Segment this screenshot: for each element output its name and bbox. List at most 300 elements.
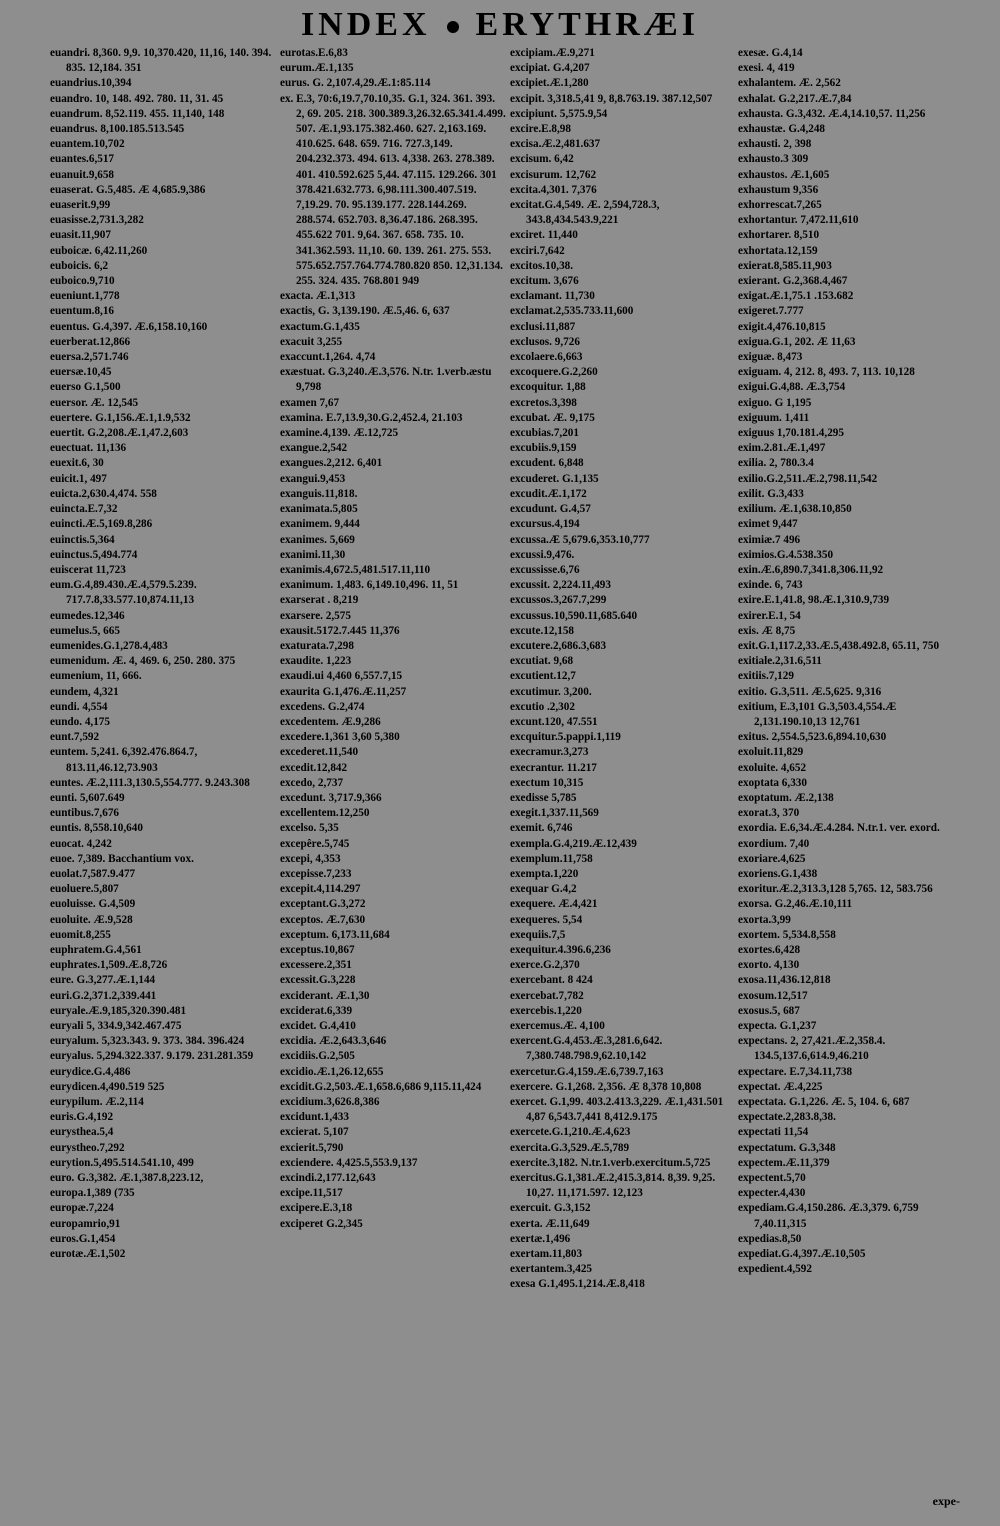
index-entry: exercere. G.1,268. 2,356. Æ 8,378 10,808 [510, 1080, 702, 1093]
index-entry: exierat.8,585.11,903 [738, 259, 832, 272]
index-entry: excipere.E.3,18 [280, 1202, 353, 1215]
index-entry: excipiunt. 5,575.9,54 [510, 107, 608, 120]
index-entry: excisa.Æ.2,481.637 [510, 138, 601, 151]
index-entry: excedit.12,842 [280, 761, 348, 774]
index-entry: exanguis.11,818. [280, 487, 358, 500]
index-entry: excquitur.5.pappi.1,119 [510, 731, 621, 744]
index-entry: expectans. 2, 27,421.Æ.2,358.4. 134.5,137.6,614.9,46.210 [738, 1035, 886, 1063]
index-entry: exercet. G.1,99. 403.2.413.3,229. Æ.1,431.501 4,87 6,543.7,441 8,412.9.175 [510, 1096, 724, 1124]
index-entry: exhausta. G.3,432. Æ.4,14.10,57. 11,256 [738, 107, 926, 120]
index-entry: euentus. G.4,397. Æ.6,158.10,160 [50, 320, 208, 333]
index-entry: eurypilum. Æ.2,114 [50, 1096, 144, 1109]
index-entry: excussisse.6,76 [510, 563, 580, 576]
index-entry: exoptata 6,330 [738, 776, 807, 789]
index-entry: euentum.8,16 [50, 305, 115, 318]
index-entry: expedient.4,592 [738, 1263, 812, 1276]
index-entry: examen 7,67 [280, 396, 340, 409]
index-entry: eurysthea.5,4 [50, 1126, 114, 1139]
index-entry: excussi.9,476. [510, 548, 575, 561]
index-entry: exanimis.4,672.5,481.517.11,110 [280, 563, 431, 576]
index-entry: euryalus. 5,294.322.337. 9.179. 231.281.359 [50, 1050, 254, 1063]
index-entry: excudunt. G.4,57 [510, 503, 591, 516]
index-entry: excutimur. 3,200. [510, 685, 592, 698]
index-entry: exacuit 3,255 [280, 335, 343, 348]
index-entry: eurus. G. 2,107.4,29.Æ.1:85.114 [280, 77, 431, 90]
index-entry: excunt.120, 47.551 [510, 715, 598, 728]
index-entry: exactum.G.1,435 [280, 320, 360, 333]
index-entry: exosum.12,517 [738, 989, 808, 1002]
index-entry: excudent. 6,848 [510, 457, 584, 470]
index-entry: excellentem.12,250 [280, 807, 370, 820]
index-entry: exiguam. 4, 212. 8, 493. 7, 113. 10,128 [738, 366, 915, 379]
index-entry: exertam.11,803 [510, 1248, 583, 1261]
index-entry: eumedes.12,346 [50, 609, 125, 622]
index-entry: eurotæ.Æ.1,502 [50, 1248, 126, 1261]
index-entry: exercete.G.1,210.Æ.4,623 [510, 1126, 631, 1139]
index-entry: excidet. G.4,410 [280, 1020, 356, 1032]
index-entry: europamrio,91 [50, 1217, 121, 1230]
index-entry: euros.G.1,454 [50, 1232, 116, 1245]
index-column-4 [738, 46, 964, 1277]
index-entry: exigeret.7.777 [738, 305, 804, 318]
index-entry: eumenides.G.1,278.4,483 [50, 639, 168, 652]
index-entry: exercitus.G.1,381.Æ.2,415.3,814. 8,39. 9,25. 10,27. 11,171.597. 12,123 [510, 1172, 716, 1200]
index-entry: excipiet.Æ.1,280 [510, 77, 589, 90]
index-entry: euerberat.12,866 [50, 335, 131, 348]
index-entry: exitio. G.3,511. Æ.5,625. 9,316 [738, 685, 882, 698]
index-entry: expecter.4,430 [738, 1187, 806, 1200]
index-entry: excoquere.G.2,260 [510, 366, 598, 379]
index-entry: eunt.7,592 [50, 731, 100, 744]
index-entry: eum.G.4,89.430.Æ.4,579.5.239. 717.7.8,33.577.10,874.11,13 [50, 579, 197, 607]
index-entry: euntibus.7,676 [50, 807, 120, 820]
index-entry: execrantur. 11.217 [510, 761, 597, 774]
index-entry: exhorrescat.7,265 [738, 199, 822, 212]
index-entry: excelso. 5,35 [280, 822, 339, 835]
index-entry: exhaustum 9,356 [738, 183, 819, 196]
catchword: expe- [932, 1494, 960, 1508]
index-entry: excutio .2,302 [510, 700, 575, 713]
index-entry: exertæ.1,496 [510, 1232, 571, 1245]
index-entry: euro. G.3,382. Æ.1,387.8,223.12, [50, 1172, 204, 1185]
index-entry: euasisse.2,731.3,282 [50, 214, 144, 227]
index-entry: euersæ.10,45 [50, 366, 112, 379]
index-entry: exoriens.G.1,438 [738, 867, 818, 880]
index-entry: exiguæ. 8,473 [738, 351, 803, 364]
index-entry: exarserat . 8,219 [280, 594, 359, 607]
index-entry: exciendere. 4,425.5,553.9,137 [280, 1156, 418, 1169]
index-entry: exaturata.7,298 [280, 639, 354, 652]
index-entry: expediam.G.4,150.286. Æ.3,379. 6,759 7,40.11,315 [738, 1202, 919, 1230]
index-entry: euantem.10,702 [50, 138, 125, 151]
index-entry: excidia. Æ.2,643.3,646 [280, 1035, 387, 1048]
index-entry: euantes.6,517 [50, 153, 115, 166]
index-entry: excedo, 2,737 [280, 776, 344, 789]
index-entry: exciri.7,642 [510, 244, 565, 257]
index-entry: excussa.Æ 5,679.6,353.10,777 [510, 533, 650, 546]
index-entry: exanimem. 9,444 [280, 518, 360, 531]
index-entry: exceptus.10,867 [280, 943, 355, 956]
index-entry: euolat.7,587.9.477 [50, 867, 136, 880]
index-entry: exesæ. G.4,14 [738, 47, 803, 59]
index-entry: exceptos. Æ.7,630 [280, 913, 366, 926]
index-entry: eximios.G.4.538.350 [738, 548, 834, 561]
index-entry: euoluite. Æ.9,528 [50, 913, 133, 926]
index-entry: excitat.G.4,549. Æ. 2,594,728.3, 343.8,434.543.9,221 [510, 199, 660, 227]
index-column-1 [50, 46, 276, 1262]
index-entry: euertere. G.1,156.Æ.1,1.9,532 [50, 411, 191, 424]
index-entry: exciderant. Æ.1,30 [280, 989, 370, 1002]
index-entry: eurotas.E.6,83 [280, 47, 348, 59]
index-entry: excretos.3,398 [510, 396, 577, 409]
index-entry: excursus.4,194 [510, 518, 580, 531]
index-entry: excisum. 6,42 [510, 153, 574, 166]
index-entry: eumelus.5, 665 [50, 624, 120, 637]
index-entry: exactis, G. 3,139.190. Æ.5,46. 6, 637 [280, 305, 450, 318]
index-entry: exequere. Æ.4,421 [510, 898, 598, 911]
index-entry: euanuit.9,658 [50, 168, 115, 181]
index-entry: euaserat. G.5,485. Æ 4,685.9,386 [50, 183, 206, 196]
index-entry: exanimi.11,30 [280, 548, 346, 561]
index-entry: excipe.11,517 [280, 1187, 343, 1200]
index-entry: euris.G.4,192 [50, 1111, 114, 1124]
index-entry: exesa G.1,495.1,214.Æ.8,418 [510, 1278, 645, 1291]
index-entry: euertit. G.2,208.Æ.1,47.2,603 [50, 427, 189, 440]
index-entry: exorat.3, 370 [738, 807, 800, 820]
index-entry: excidium.3,626.8,386 [280, 1096, 380, 1109]
index-entry: excire.E.8,98 [510, 123, 571, 136]
index-entry: exorto. 4,130 [738, 959, 800, 972]
index-entry: exclamant. 11,730 [510, 290, 595, 303]
index-entry: euoluisse. G.4,509 [50, 898, 136, 911]
index-entry: euntem. 5,241. 6,392.476.864.7, 813.11,46.12,73.903 [50, 746, 198, 774]
index-entry: exausit.5172.7.445 11,376 [280, 624, 400, 637]
index-entry: euandro. 10, 148. 492. 780. 11, 31. 45 [50, 92, 224, 105]
index-entry: excoquitur. 1,88 [510, 381, 586, 394]
index-entry: exercebat.7,782 [510, 989, 584, 1002]
index-entry: exiguo. G 1,195 [738, 396, 812, 409]
index-entry: exempla.G.4,219.Æ.12,439 [510, 837, 637, 850]
index-entry: exemit. 6,746 [510, 822, 573, 835]
index-entry: eurum.Æ.1,135 [280, 62, 354, 75]
index-entry: excidunt.1,433 [280, 1111, 349, 1124]
index-entry: eurydice.G.4,486 [50, 1065, 131, 1078]
index-entry: excutiat. 9,68 [510, 655, 574, 668]
index-entry: execramur.3,273 [510, 746, 589, 759]
index-entry: exaudite. 1,223 [280, 655, 352, 668]
index-entry: euiscerat 11,723 [50, 563, 126, 576]
index-entry: exitium, E.3,101 G.3,503.4,554.Æ 2,131.190.10,13 12,761 [738, 700, 897, 728]
index-entry: euomit.8,255 [50, 928, 111, 941]
index-entry: exaudi.ui 4,460 6,557.7,15 [280, 670, 403, 683]
index-entry: exhausto.3 309 [738, 153, 809, 166]
index-entry: exitus. 2,554.5,523.6,894.10,630 [738, 731, 887, 744]
index-entry: ex. E.3, 70:6,19.7,70.10,35. G.1, 324. 361. 393. 2, 69. 205. 218. 300.389.3,26.32.65.341.4.499. 507. Æ.1,93.175.382.460. 627. 2,163.169. 410.625. 648. 659. 716. 727.3,149. 204.232.373. 494. 613. 4,338. 263. 278.389. 401. 410.592.625 5,44. 47.115. 129.266. 301 378.421.632.773. 6,98.111.300.407.519. 7,19.29. 70. 95.139.177. 228.144.269. 288.574. 652.703. 8,36.47.186. 268.395. 455.622 701. 9,64. 367. 658. 735. 10. 341.362.593. 11,10. 60. 139. 261. 275. 553. 575.652.757.764.774.780.820 850. 12,31.134. 255. 324. 435. 768.801 949 [280, 92, 506, 288]
index-entry: exerta. Æ.11,649 [510, 1217, 590, 1230]
index-entry: exclusos. 9,726 [510, 335, 580, 348]
index-entry: euerso G.1,500 [50, 381, 121, 394]
index-entry: exilio.G.2,511.Æ.2,798.11,542 [738, 472, 878, 485]
index-entry: exegit.1,337.11,569 [510, 807, 599, 820]
index-entry: excipiat. G.4,207 [510, 62, 590, 75]
index-entry: excessit.G.3,228 [280, 974, 356, 987]
index-entry: expectent.5,70 [738, 1172, 806, 1185]
index-entry: exclamat.2,535.733.11,600 [510, 305, 634, 318]
index-entry: exclusi.11,887 [510, 320, 576, 333]
index-entry: excierit.5,790 [280, 1141, 344, 1154]
index-entry: eundo. 4,175 [50, 715, 110, 728]
index-entry: excutere.2,686.3,683 [510, 639, 607, 652]
index-entry: expectat. Æ.4,225 [738, 1080, 823, 1093]
index-entry: excepit.4,114.297 [280, 883, 361, 896]
index-entry: exigua.G.1, 202. Æ 11,63 [738, 335, 856, 348]
index-entry: expectare. E.7,34.11,738 [738, 1065, 853, 1078]
index-entry: exercite.3,182. N.tr.1.verb.exercitum.5,725 [510, 1156, 711, 1169]
index-entry: euboico.9,710 [50, 275, 115, 288]
index-entry: excudit.Æ.1,172 [510, 487, 587, 500]
index-entry: euinctus.5,494.774 [50, 548, 138, 561]
index-entry: exangui.9,453 [280, 472, 346, 485]
index-entry: exilium. Æ.1,638.10,850 [738, 503, 852, 516]
index-entry: exosa.11,436.12,818 [738, 974, 831, 987]
page-title [0, 6, 1000, 44]
index-entry: exortem. 5,534.8,558 [738, 928, 836, 941]
index-entry: exitiis.7,129 [738, 670, 794, 683]
index-entry: exiguus 1,70.181.4,295 [738, 427, 844, 440]
index-entry: exoritur.Æ.2,313.3,128 5,765. 12, 583.756 [738, 883, 933, 896]
index-entry: excitos.10,38. [510, 259, 574, 272]
index-entry: expectate.2,283.8,38. [738, 1111, 836, 1124]
index-entry: exilit. G.3,433 [738, 487, 804, 500]
index-entry: euincti.Æ.5,169.8,286 [50, 518, 153, 531]
index-entry: expedias.8,50 [738, 1232, 802, 1245]
index-entry: exim.2.81.Æ.1,497 [738, 442, 826, 455]
ornament-dot-icon [447, 21, 459, 33]
index-entry: exedisse 5,785 [510, 791, 577, 804]
index-entry: exhortantur. 7,472.11,610 [738, 214, 859, 227]
index-entry: exhausti. 2, 398 [738, 138, 812, 151]
index-entry: exectum 10,315 [510, 776, 584, 789]
index-entry: excederet.11,540 [280, 746, 359, 759]
index-entry: euri.G.2,371.2,339.441 [50, 989, 157, 1002]
index-entry: euasit.11,907 [50, 229, 111, 242]
index-entry: exempta.1,220 [510, 867, 579, 880]
index-entry: excedentem. Æ.9,286 [280, 715, 381, 728]
index-entry: excubiis.9,159 [510, 442, 577, 455]
index-entry: exilia. 2, 780.3.4 [738, 457, 814, 470]
index-entry: examina. E.7,13.9,30.G.2,452.4, 21.103 [280, 411, 463, 424]
index-entry: exæstuat. G.3,240.Æ.3,576. N.tr. 1.verb.æstu 9,798 [280, 366, 492, 394]
index-entry: exercita.G.3,529.Æ.5,789 [510, 1141, 630, 1154]
index-entry: exceptant.G.3,272 [280, 898, 366, 911]
index-entry: expediat.G.4,397.Æ.10,505 [738, 1248, 866, 1261]
index-entry: euandrus. 8,100.185.513.545 [50, 123, 185, 136]
index-entry: excidiis.G.2,505 [280, 1050, 355, 1063]
index-entry: eurystheo.7,292 [50, 1141, 125, 1154]
index-entry: examine.4,139. Æ.12,725 [280, 427, 399, 440]
index-entry: euincta.E.7,32 [50, 503, 118, 516]
index-entry: exciderat.6,339 [280, 1004, 353, 1017]
index-entry: excolaere.6,663 [510, 351, 583, 364]
index-entry: eundi. 4,554 [50, 700, 108, 713]
index-entry: excubat. Æ. 9,175 [510, 411, 595, 424]
index-entry: exorsa. G.2,46.Æ.10,111 [738, 898, 853, 911]
index-entry: exequitur.4.396.6,236 [510, 943, 611, 956]
index-entry: excessere.2,351 [280, 959, 352, 972]
index-entry: exanimes. 5,669 [280, 533, 355, 546]
index-entry: eunti. 5,607.649 [50, 791, 125, 804]
index-entry: exaccunt.1,264. 4,74 [280, 351, 376, 364]
index-entry: exemplum.11,758 [510, 852, 593, 865]
index-entry: excitum. 3,676 [510, 275, 579, 288]
index-entry: excute.12,158 [510, 624, 575, 637]
index-entry: exhortata.12,159 [738, 244, 818, 257]
index-entry: euryalum. 5,323.343. 9. 373. 384. 396.424 [50, 1035, 245, 1048]
index-entry: expecta. G.1,237 [738, 1020, 817, 1032]
index-entry: europæ.7,224 [50, 1202, 114, 1215]
index-entry: euandrum. 8,52.119. 455. 11,140, 148 [50, 107, 225, 120]
index-entry: excussus.10,590.11,685.640 [510, 609, 638, 622]
index-entry: exoluite. 4,652 [738, 761, 807, 774]
index-entry: excepêre.5,745 [280, 837, 350, 850]
index-entry: exinde. 6, 743 [738, 579, 803, 592]
index-entry: eumenium, 11, 666. [50, 670, 142, 683]
index-column-2 [280, 46, 506, 1232]
index-entry: euryali 5, 334.9,342.467.475 [50, 1020, 182, 1032]
index-entry: eundem, 4,321 [50, 685, 119, 698]
index-entry: exirer.E.1, 54 [738, 609, 801, 622]
index-entry: exoptatum. Æ.2,138 [738, 791, 834, 804]
index-entry: eure. G.3,277.Æ.1,144 [50, 974, 156, 987]
index-entry: euectuat. 11,136 [50, 442, 127, 455]
index-entry: exciret. 11,440 [510, 229, 578, 242]
index-entry: europa.1,389 (735 [50, 1187, 135, 1200]
index-entry: exaurita G.1,476.Æ.11,257 [280, 685, 407, 698]
index-entry: exercebis.1,220 [510, 1004, 582, 1017]
index-entry: excidio.Æ.1,26.12,655 [280, 1065, 384, 1078]
index-entry: euoluere.5,807 [50, 883, 119, 896]
index-entry: euphrates.1,509.Æ.8,726 [50, 959, 168, 972]
index-entry: exceptum. 6,173.11,684 [280, 928, 390, 941]
index-entry: exigat.Æ.1,75.1 .153.682 [738, 290, 854, 303]
index-entry: exhaustæ. G.4,248 [738, 123, 826, 136]
index-entry: exhalat. G.2,217.Æ.7,84 [738, 92, 852, 105]
index-entry: euandrius.10,394 [50, 77, 132, 90]
index-entry: euexit.6, 30 [50, 457, 104, 470]
index-entry: exerce.G.2,370 [510, 959, 580, 972]
index-entry: excuderet. G.1,135 [510, 472, 599, 485]
index-entry: euaserit.9,99 [50, 199, 111, 212]
index-entry: euboicis. 6,2 [50, 259, 109, 272]
index-entry: exequiis.7,5 [510, 928, 566, 941]
index-entry: excedere.1,361 3,60 5,380 [280, 731, 400, 744]
index-entry: exire.E.1,41.8, 98.Æ.1,310.9,739 [738, 594, 890, 607]
index-entry: excubias.7,201 [510, 427, 579, 440]
index-entry: exitiale.2,31.6,511 [738, 655, 822, 668]
index-entry: expectati 11,54 [738, 1126, 809, 1139]
index-entry: eumenidum. Æ. 4, 469. 6, 250. 280. 375 [50, 655, 236, 668]
index-entry: exosus.5, 687 [738, 1004, 800, 1017]
index-entry: exercent.G.4,453.Æ.3,281.6,642. 7,380.748.798.9,62.10,142 [510, 1035, 663, 1063]
index-entry: exanimum. 1,483. 6,149.10,496. 11, 51 [280, 579, 459, 592]
index-entry: exortes.6,428 [738, 943, 801, 956]
index-entry: excipit. 3,318.5,41 9, 8,8.763.19. 387.12,507 [510, 92, 713, 105]
index-entry: exordia. E.6,34.Æ.4.284. N.tr.1. ver. exord. [738, 822, 940, 835]
index-entry: euicit.1, 497 [50, 472, 107, 485]
index-entry: excidit.G.2,503.Æ.1,658.6,686 9,115.11,424 [280, 1080, 482, 1093]
index-entry: exis. Æ 8,75 [738, 624, 796, 637]
index-entry: euocat. 4,242 [50, 837, 112, 850]
index-entry: excierat. 5,107 [280, 1126, 349, 1139]
index-entry: exercebant. 8 424 [510, 974, 593, 987]
index-entry: exordium. 7,40 [738, 837, 810, 850]
index-entry: eurydicen.4,490.519 525 [50, 1080, 165, 1093]
index-entry: exhortarer. 8,510 [738, 229, 820, 242]
index-entry: exigit.4,476.10,815 [738, 320, 826, 333]
index-entry: excita.4,301. 7,376 [510, 183, 597, 196]
index-entry: euicta.2,630.4,474. 558 [50, 487, 157, 500]
index-entry: excussit. 2,224.11,493 [510, 579, 611, 592]
index-entry: eurytion.5,495.514.541.10, 499 [50, 1156, 194, 1169]
index-entry: eueniunt.1,778 [50, 290, 120, 303]
index-entry: exhaustos. Æ.1,605 [738, 168, 830, 181]
index-entry: exercetur.G.4,159.Æ.6,739.7,163 [510, 1065, 664, 1078]
index-entry: euntis. 8,558.10,640 [50, 822, 143, 835]
index-entry: expectem.Æ.11,379 [738, 1156, 830, 1169]
index-entry: euersa.2,571.746 [50, 351, 129, 364]
index-entry: euandri. 8,360. 9,9. 10,370.420, 11,16, 140. 394. 835. 12,184. 351 [50, 47, 272, 75]
index-entry: excipiam.Æ.9,271 [510, 47, 595, 59]
index-entry: exoriare.4,625 [738, 852, 806, 865]
index-entry: exesi. 4, 419 [738, 62, 795, 75]
index-entry: exangue.2,542 [280, 442, 348, 455]
index-entry: eximiæ.7 496 [738, 533, 801, 546]
index-entry: excedunt. 3,717.9,366 [280, 791, 382, 804]
index-entry: eximet 9,447 [738, 518, 798, 531]
index-entry: exigui.G.4,88. Æ.3,754 [738, 381, 846, 394]
index-entry: exhalantem. Æ. 2,562 [738, 77, 841, 90]
index-entry: exacta. Æ.1,313 [280, 290, 356, 303]
index-entry: exciperet G.2,345 [280, 1217, 363, 1230]
index-entry: exiguum. 1,411 [738, 411, 810, 424]
index-entry: excepi, 4,353 [280, 852, 341, 865]
index-entry: euryale.Æ.9,185,320.390.481 [50, 1004, 187, 1017]
index-entry: exierant. G.2,368.4,467 [738, 275, 848, 288]
index-entry: exarsere. 2,575 [280, 609, 351, 622]
index-entry: expectatum. G.3,348 [738, 1141, 836, 1154]
index-entry: exorta.3,99 [738, 913, 791, 926]
index-entry: excussos.3,267.7,299 [510, 594, 607, 607]
index-entry: exangues.2,212. 6,401 [280, 457, 383, 470]
index-entry: exercemus.Æ. 4,100 [510, 1020, 605, 1032]
index-entry: euinctis.5,364 [50, 533, 115, 546]
index-entry: exanimata.5,805 [280, 503, 358, 516]
index-entry: excisurum. 12,762 [510, 168, 597, 181]
index-entry: exin.Æ.6,890.7,341.8,306.11,92 [738, 563, 884, 576]
index-entry: exequar G.4,2 [510, 883, 577, 896]
index-entry: euntes. Æ.2,111.3,130.5,554.777. 9.243.308 [50, 776, 250, 789]
index-entry: exequeres. 5,54 [510, 913, 583, 926]
index-entry: exertantem.3,425 [510, 1263, 593, 1276]
index-entry: euoe. 7,389. Bacchantium vox. [50, 852, 194, 865]
index-entry: expectata. G.1,226. Æ. 5, 104. 6, 687 [738, 1096, 910, 1109]
index-entry: excepisse.7,233 [280, 867, 352, 880]
index-entry: excutient.12,7 [510, 670, 576, 683]
index-entry: euersor. Æ. 12,545 [50, 396, 139, 409]
index-entry: excedens. G.2,474 [280, 700, 365, 713]
index-entry: exercuit. G.3,152 [510, 1202, 591, 1215]
index-entry: excindi.2,177.12,643 [280, 1172, 376, 1185]
